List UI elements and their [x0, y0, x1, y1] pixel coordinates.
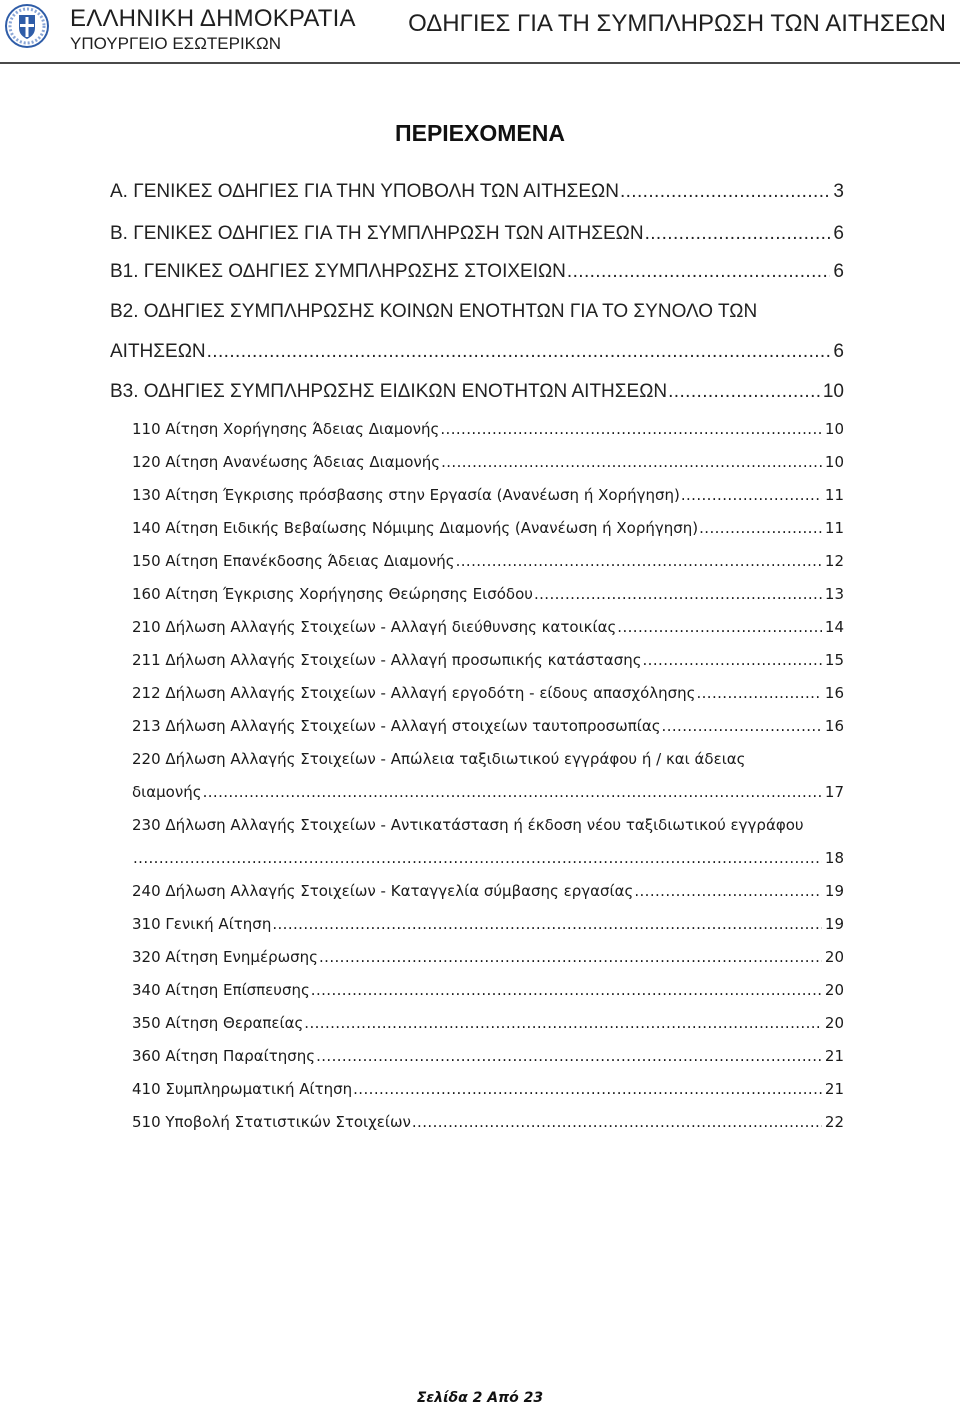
dot-leader [441, 451, 822, 473]
toc-page-number: 16 [824, 684, 844, 702]
toc-entry-text: 212 Δήλωση Αλλαγής Στοιχείων - Αλλαγή εργοδότη - είδους απασχόλησης [132, 684, 696, 702]
dot-leader [534, 583, 822, 605]
dot-leader [617, 616, 822, 638]
toc-page-number: 19 [824, 882, 844, 900]
toc-entry-text: 360 Αίτηση Παραίτησης [132, 1047, 316, 1065]
toc-entry-text: 130 Αίτηση Έγκρισης πρόσβασης στην Εργασία (Ανανέωση ή Χορήγηση) [132, 486, 680, 504]
toc-entry-text: 340 Αίτηση Επίσπευσης [132, 981, 310, 999]
header-subtitle: ΥΠΟΥΡΓΕΙΟ ΕΣΩΤΕΡΙΚΩΝ [70, 34, 282, 53]
toc-page-number: 19 [824, 915, 844, 933]
toc-entry[interactable] [132, 484, 844, 508]
toc-entry[interactable] [132, 847, 844, 871]
toc-page-number: 14 [824, 618, 844, 636]
toc-entry[interactable] [132, 682, 844, 706]
toc-page-number: 13 [824, 585, 844, 603]
toc-entry-text: 410 Συμπληρωματική Αίτηση [132, 1080, 353, 1098]
dot-leader [620, 180, 830, 204]
dot-leader [634, 880, 822, 902]
toc-page-number: 20 [824, 948, 844, 966]
toc-entry[interactable] [132, 913, 844, 937]
toc-entry-text: Β3. ΟΔΗΓΙΕΣ ΣΥΜΠΛΗΡΩΣΗΣ ΕΙΔΙΚΩΝ ΕΝΟΤΗΤΩΝ ΑΙΤΗΣΕΩΝ [110, 381, 668, 402]
dot-leader [133, 847, 822, 869]
toc-page-number: 15 [824, 651, 844, 669]
header-document-title: ΟΔΗΓΙΕΣ ΓΙΑ ΤΗ ΣΥΜΠΛΗΡΩΣΗ ΤΩΝ ΑΙΤΗΣΕΩΝ [408, 10, 946, 37]
toc-entry-text: 160 Αίτηση Έγκρισης Χορήγησης Θεώρησης Εισόδου [132, 585, 533, 603]
toc-entry[interactable] [132, 781, 844, 805]
dot-leader [316, 1045, 822, 1067]
toc-page-number: 22 [824, 1113, 844, 1131]
toc-entry-text: 140 Αίτηση Ειδικής Βεβαίωσης Νόμιμης Διαμονής (Ανανέωση ή Χορήγηση) [132, 519, 699, 537]
dot-leader [643, 649, 822, 671]
dot-leader [681, 484, 822, 506]
page-footer: Σελίδα 2 Από 23 [416, 1390, 544, 1406]
toc-entry-text: 510 Υποβολή Στατιστικών Στοιχείων [132, 1113, 411, 1131]
dot-leader [412, 1111, 822, 1133]
toc-entry[interactable] [110, 180, 844, 204]
toc-entry[interactable] [132, 616, 844, 640]
dot-leader [353, 1078, 822, 1100]
dot-leader [668, 380, 820, 404]
toc-entry-text: 310 Γενική Αίτηση [132, 915, 272, 933]
toc-page-number: 11 [824, 519, 844, 537]
toc-entry-text: 213 Δήλωση Αλλαγής Στοιχείων - Αλλαγή στοιχείων ταυτοπροσωπίας [132, 717, 661, 735]
toc-entry[interactable] [110, 260, 844, 284]
dot-leader [272, 913, 822, 935]
toc-entry-text: 150 Αίτηση Επανέκδοσης Άδειας Διαμονής [132, 552, 455, 570]
toc-entry-text: 220 Δήλωση Αλλαγής Στοιχείων - Απώλεια ταξιδιωτικού εγγράφου ή / και άδειας [132, 750, 746, 768]
toc-entry[interactable] [110, 222, 844, 246]
toc-entry[interactable] [132, 517, 844, 541]
toc-entry[interactable] [132, 715, 844, 739]
dot-leader [645, 222, 831, 246]
toc-entry[interactable] [132, 418, 844, 442]
dot-leader [319, 946, 822, 968]
toc-entry-text: Β1. ΓΕΝΙΚΕΣ ΟΔΗΓΙΕΣ ΣΥΜΠΛΗΡΩΣΗΣ ΣΤΟΙΧΕΙΩΝ [110, 261, 566, 282]
dot-leader [440, 418, 822, 440]
dot-leader [203, 781, 822, 803]
dot-leader [311, 979, 822, 1001]
toc-entry-text-continued: ΑΙΤΗΣΕΩΝ [110, 341, 206, 362]
toc-entry[interactable] [132, 946, 844, 970]
toc-page-number: 20 [824, 1014, 844, 1032]
dot-leader [207, 340, 831, 364]
toc-page-number: 18 [824, 849, 844, 867]
toc-entry-text: Β2. ΟΔΗΓΙΕΣ ΣΥΜΠΛΗΡΩΣΗΣ ΚΟΙΝΩΝ ΕΝΟΤΗΤΩΝ ΓΙΑ ΤΟ ΣΥΝΟΛΟ ΤΩΝ [110, 301, 758, 322]
toc-entry-text: Α. ΓΕΝΙΚΕΣ ΟΔΗΓΙΕΣ ΓΙΑ ΤΗΝ ΥΠΟΒΟΛΗ ΤΩΝ ΑΙΤΗΣΕΩΝ [110, 181, 619, 202]
toc-entry-text: Β. ΓΕΝΙΚΕΣ ΟΔΗΓΙΕΣ ΓΙΑ ΤΗ ΣΥΜΠΛΗΡΩΣΗ ΤΩΝ ΑΙΤΗΣΕΩΝ [110, 223, 644, 244]
toc-title: ΠΕΡΙΕΧΟΜΕΝΑ [395, 120, 565, 146]
toc-page-number: 3 [833, 181, 844, 202]
dot-leader [699, 517, 822, 539]
toc-entry[interactable] [132, 451, 844, 475]
toc-page-number: 6 [833, 341, 844, 362]
toc-page-number: 20 [824, 981, 844, 999]
toc-entry-text: 320 Αίτηση Ενημέρωσης [132, 948, 318, 966]
toc-entry[interactable] [132, 550, 844, 574]
toc-entry-text: 110 Αίτηση Χορήγησης Άδειας Διαμονής [132, 420, 440, 438]
toc-entry-text: 120 Αίτηση Ανανέωσης Άδειας Διαμονής [132, 453, 441, 471]
dot-leader [456, 550, 822, 572]
toc-page-number: 17 [824, 783, 844, 801]
toc-entry-text: 240 Δήλωση Αλλαγής Στοιχείων - Καταγγελία σύμβασης εργασίας [132, 882, 634, 900]
toc-entry-text: 230 Δήλωση Αλλαγής Στοιχείων - Αντικατάσταση ή έκδοση νέου ταξιδιωτικού εγγράφου [132, 816, 804, 834]
toc-page-number: 12 [824, 552, 844, 570]
toc-entry[interactable] [132, 649, 844, 673]
dot-leader [696, 682, 821, 704]
dot-leader [662, 715, 822, 737]
toc-entry[interactable] [110, 340, 844, 364]
toc-page-number: 10 [822, 381, 844, 402]
toc-page-number: 10 [824, 453, 844, 471]
toc-entry[interactable] [132, 1045, 844, 1069]
toc-page-number: 21 [824, 1047, 844, 1065]
toc-page-number: 21 [824, 1080, 844, 1098]
toc-entry[interactable] [132, 979, 844, 1003]
toc-entry[interactable] [132, 583, 844, 607]
dot-leader [304, 1012, 822, 1034]
toc-entry-text-continued: διαμονής [132, 783, 202, 801]
toc-page-number: 6 [833, 223, 844, 244]
toc-entry[interactable] [132, 1078, 844, 1102]
toc-entry[interactable] [132, 1111, 844, 1135]
toc-page-number: 10 [824, 420, 844, 438]
toc-page-number: 11 [824, 486, 844, 504]
dot-leader [567, 260, 831, 284]
header-title: ΕΛΛΗΝΙΚΗ ΔΗΜΟΚΡΑΤΙΑ [70, 5, 356, 32]
toc-entry-text: 210 Δήλωση Αλλαγής Στοιχείων - Αλλαγή διεύθυνσης κατοικίας [132, 618, 617, 636]
toc-entry[interactable] [110, 380, 844, 404]
toc-entry-text: 211 Δήλωση Αλλαγής Στοιχείων - Αλλαγή προσωπικής κατάστασης [132, 651, 642, 669]
toc-page-number: 16 [824, 717, 844, 735]
toc-entry-text: 350 Αίτηση Θεραπείας [132, 1014, 304, 1032]
toc-entry[interactable] [132, 1012, 844, 1036]
toc-entry[interactable] [132, 880, 844, 904]
toc-page-number: 6 [833, 261, 844, 282]
